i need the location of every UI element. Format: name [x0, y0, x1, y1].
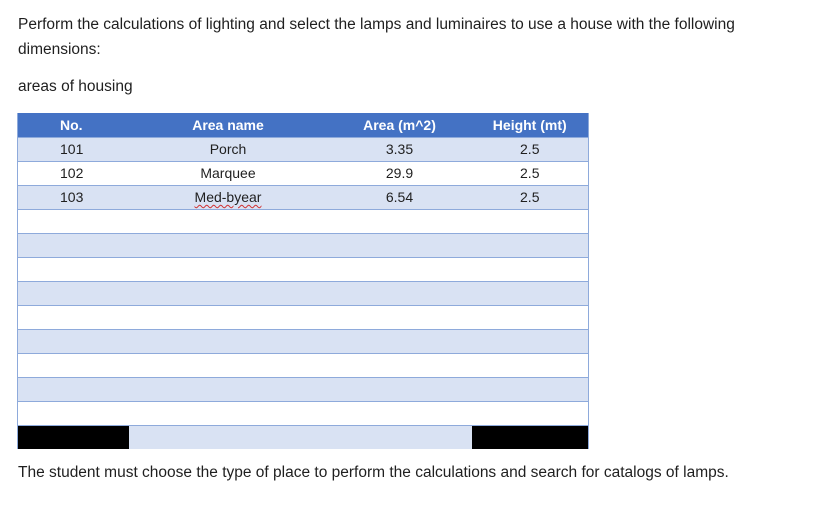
cell-area: 29.9 — [328, 161, 472, 185]
cell-height: 2.5 — [472, 161, 589, 185]
housing-areas-table — [17, 113, 589, 449]
empty-row — [18, 353, 589, 377]
cell-area-name: Marquee — [129, 161, 328, 185]
empty-row — [18, 281, 589, 305]
footer-cell-dark — [18, 425, 129, 449]
footer-cell-light — [129, 425, 472, 449]
footer-cell-dark — [472, 425, 589, 449]
table-footer-row — [18, 425, 589, 449]
cell-no: 103 — [18, 185, 129, 209]
cell-height: 2.5 — [472, 137, 589, 161]
empty-row — [18, 209, 589, 233]
table-header-row — [18, 113, 589, 137]
table-caption: areas of housing — [18, 78, 133, 95]
empty-row — [18, 305, 589, 329]
intro-paragraph: Perform the calculations of lighting and select the lamps and luminaires to use a house with the following dimensions: — [18, 16, 735, 58]
header-area-name: Area name — [129, 113, 328, 137]
cell-no: 102 — [18, 161, 129, 185]
empty-row — [18, 329, 589, 353]
header-height: Height (mt) — [472, 113, 589, 137]
table-row — [18, 137, 589, 161]
cell-area: 6.54 — [328, 185, 472, 209]
spellcheck-underlined-text[interactable]: Med-byear — [194, 189, 262, 205]
cell-area: 3.35 — [328, 137, 472, 161]
table-row — [18, 185, 589, 209]
header-area: Area (m^2) — [328, 113, 472, 137]
table-row — [18, 161, 589, 185]
empty-row — [18, 401, 589, 425]
cell-no: 101 — [18, 137, 129, 161]
empty-row — [18, 377, 589, 401]
empty-row — [18, 257, 589, 281]
cell-area-name — [129, 185, 328, 209]
header-no: No. — [18, 113, 129, 137]
cell-area-name: Porch — [129, 137, 328, 161]
cell-height: 2.5 — [472, 185, 589, 209]
instruction-note: The student must choose the type of place to perform the calculations and search for catalogs of lamps. — [18, 464, 729, 481]
empty-row — [18, 233, 589, 257]
